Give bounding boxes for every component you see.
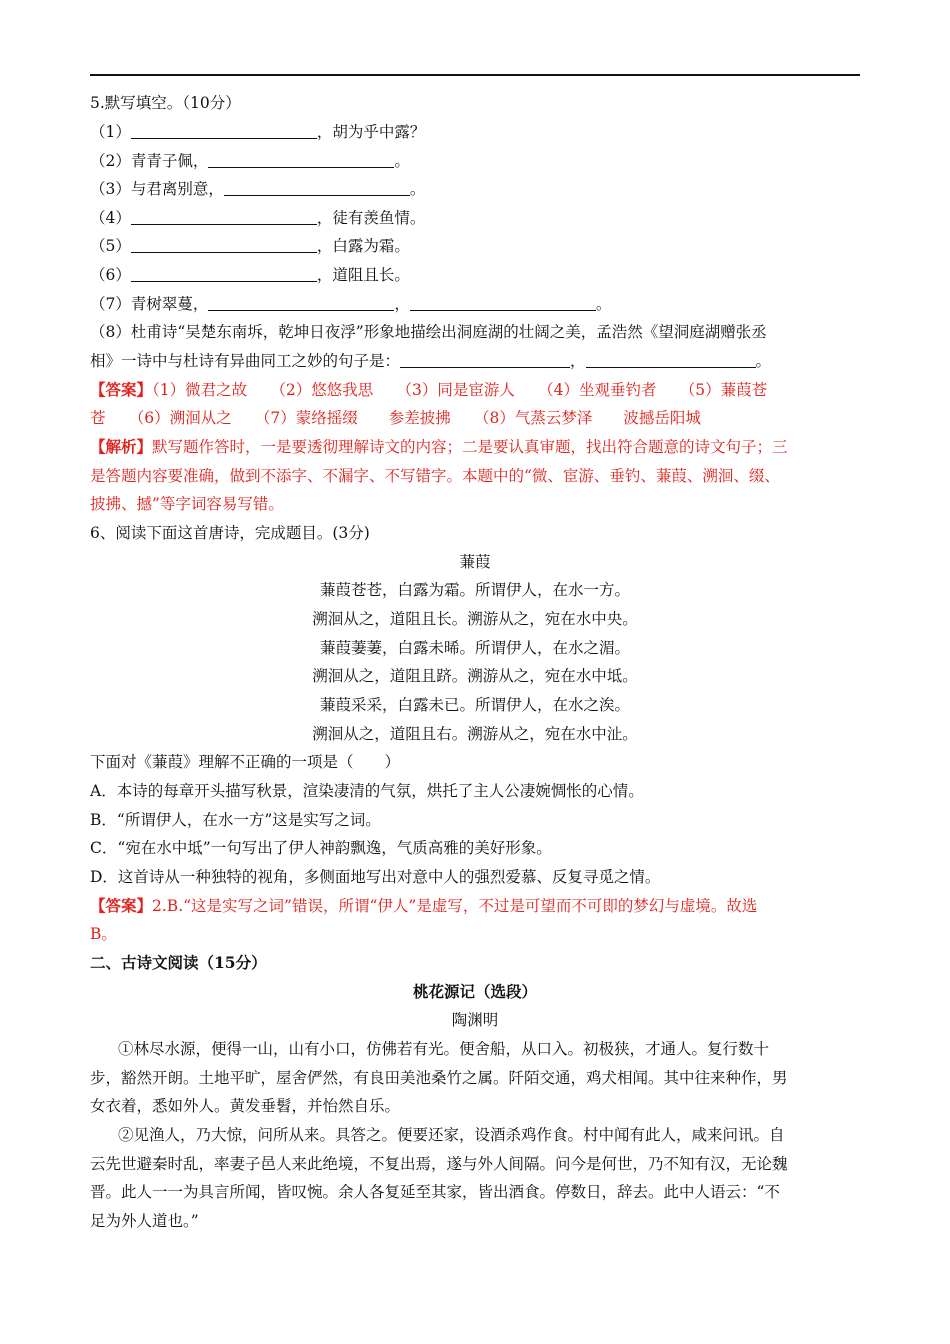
poem-line: 溯洄从之，道阻且长。溯游从之，宛在水中央。 (312, 610, 638, 628)
paragraph-2-line: 足为外人道也。” (90, 1212, 199, 1230)
q5-analysis-line3: 披拂、撼”等字词容易写错。 (90, 495, 284, 513)
q5-item-7: （7）青树翠蔓， ， 。 (90, 295, 612, 313)
item-number: （2） (90, 152, 131, 170)
item-number: （6） (90, 266, 131, 284)
option-b[interactable]: B．“所谓伊人，在水一方”这是实写之词。 (90, 811, 381, 829)
q5-item-3: （3）与君离别意， 。 (90, 180, 426, 198)
answer-blank[interactable] (224, 179, 410, 196)
passage-author: 陶渊明 (451, 1011, 499, 1029)
answer-blank[interactable] (586, 351, 756, 368)
answer-tag: 【答案】 (90, 896, 153, 915)
paragraph-2-line: ②见渔人，乃大惊，问所从来。具答之。便要还家，设酒杀鸡作食。村中闻有此人，咸来问讯。自 (118, 1126, 785, 1144)
option-a[interactable]: A．本诗的每章开头描写秋景，渲染凄清的气氛，烘托了主人公凄婉惆怅的心情。 (90, 782, 644, 800)
q5-item-4: （4） ，徒有羡鱼情。 (90, 209, 426, 227)
poem-title: 蒹葭 (459, 553, 491, 571)
q5-item-2: （2）青青子佩， 。 (90, 152, 410, 170)
q6-title: 6、阅读下面这首唐诗，完成题目。(3分) (90, 524, 370, 542)
answer-blank[interactable] (400, 351, 570, 368)
q5-item-6: （6） ，道阻且长。 (90, 266, 410, 284)
q6-question: 下面对《蒹葭》理解不正确的一项是（ ） (90, 753, 401, 771)
item-number: （1） (90, 123, 131, 141)
answer-blank[interactable] (410, 294, 596, 311)
option-d[interactable]: D．这首诗从一种独特的视角，多侧面地写出对意中人的强烈爱慕、反复寻觅之情。 (90, 868, 661, 886)
poem-line: 溯洄从之，道阻且右。溯游从之，宛在水中沚。 (312, 725, 638, 743)
item-number: （3） (90, 180, 131, 198)
paragraph-1-line: ①林尽水源，便得一山，山有小口，仿佛若有光。便舍船，从口入。初极狭，才通人。复行数十 (118, 1040, 770, 1058)
answer-blank[interactable] (131, 265, 317, 282)
answer-blank[interactable] (208, 151, 394, 168)
q6-answer-line2: B。 (90, 925, 117, 943)
paragraph-2-line: 晋。此人一一为具言所闻，皆叹惋。余人各复延至其家，皆出酒食。停数日，辞去。此中人语云：“不 (90, 1183, 780, 1201)
section-heading: 二、古诗文阅读（15分） (90, 953, 267, 972)
answer-blank[interactable] (208, 294, 394, 311)
paragraph-2-line: 云先世避秦时乱，率妻子邑人来此绝境，不复出焉，遂与外人间隔。问今是何世，乃不知有汉，无论魏 (90, 1155, 788, 1173)
q6-answer-line1: 【答案】2.B.“这是实写之词”错误，所谓“伊人”是虚写，不过是可望而不可即的梦幻与虚境。故选 (90, 896, 758, 915)
answer-blank[interactable] (131, 122, 317, 139)
q5-answer-line2: 苍 （6）溯洄从之 （7）蒙络摇缀 参差披拂 （8）气蒸云梦泽 波撼岳阳城 (90, 409, 701, 427)
q5-item-8-line2: 相》一诗中与杜诗有异曲同工之妙的句子是： ， 。 (90, 352, 772, 370)
poem-line: 蒹葭萋萋，白露未晞。所谓伊人，在水之湄。 (319, 639, 630, 657)
q5-answer-line1: 【答案】（1）微君之故 （2）悠悠我思 （3）同是宦游人 （4）坐观垂钓者 （5）蒹葭苍 (90, 380, 768, 399)
header-rule (90, 74, 860, 76)
q5-analysis-line1: 【解析】默写题作答时，一是要透彻理解诗文的内容；二是要认真审题，找出符合题意的诗文句子；三 (90, 437, 788, 456)
answer-blank[interactable] (131, 236, 317, 253)
item-number: （7） (90, 295, 131, 313)
paragraph-1-line: 女衣着，悉如外人。黄发垂髫，并怡然自乐。 (90, 1097, 401, 1115)
answer-tag: 【答案】 (90, 380, 153, 399)
q5-title: 5.默写填空。（10分） (90, 94, 241, 112)
q5-item-8-line1: （8）杜甫诗“吴楚东南坼，乾坤日夜浮”形象地描绘出洞庭湖的壮阔之美，孟浩然《望洞庭湖赠张丞 (90, 323, 767, 341)
answer-blank[interactable] (131, 208, 317, 225)
option-c[interactable]: C．“宛在水中坻”一句写出了伊人神韵飘逸，气质高雅的美好形象。 (90, 839, 552, 857)
poem-line: 蒹葭采采，白露未已。所谓伊人，在水之涘。 (319, 696, 630, 714)
passage-title: 桃花源记（选段） (412, 982, 537, 1001)
item-number: （5） (90, 237, 131, 255)
poem-line: 溯洄从之，道阻且跻。溯游从之，宛在水中坻。 (312, 667, 638, 685)
q5-item-5: （5） ，白露为霜。 (90, 237, 410, 255)
analysis-tag: 【解析】 (90, 437, 153, 456)
item-number: （4） (90, 209, 131, 227)
paragraph-1-line: 步，豁然开朗。土地平旷，屋舍俨然，有良田美池桑竹之属。阡陌交通，鸡犬相闻。其中往来种作，男 (90, 1069, 788, 1087)
q5-item-1: （1） ，胡为乎中露？ (90, 123, 426, 141)
q5-analysis-line2: 是答题内容要准确，做到不添字、不漏字、不写错字。本题中的“微、宦游、垂钓、蒹葭、溯洄、缀、 (90, 467, 780, 485)
poem-line: 蒹葭苍苍，白露为霜。所谓伊人，在水一方。 (319, 581, 630, 599)
